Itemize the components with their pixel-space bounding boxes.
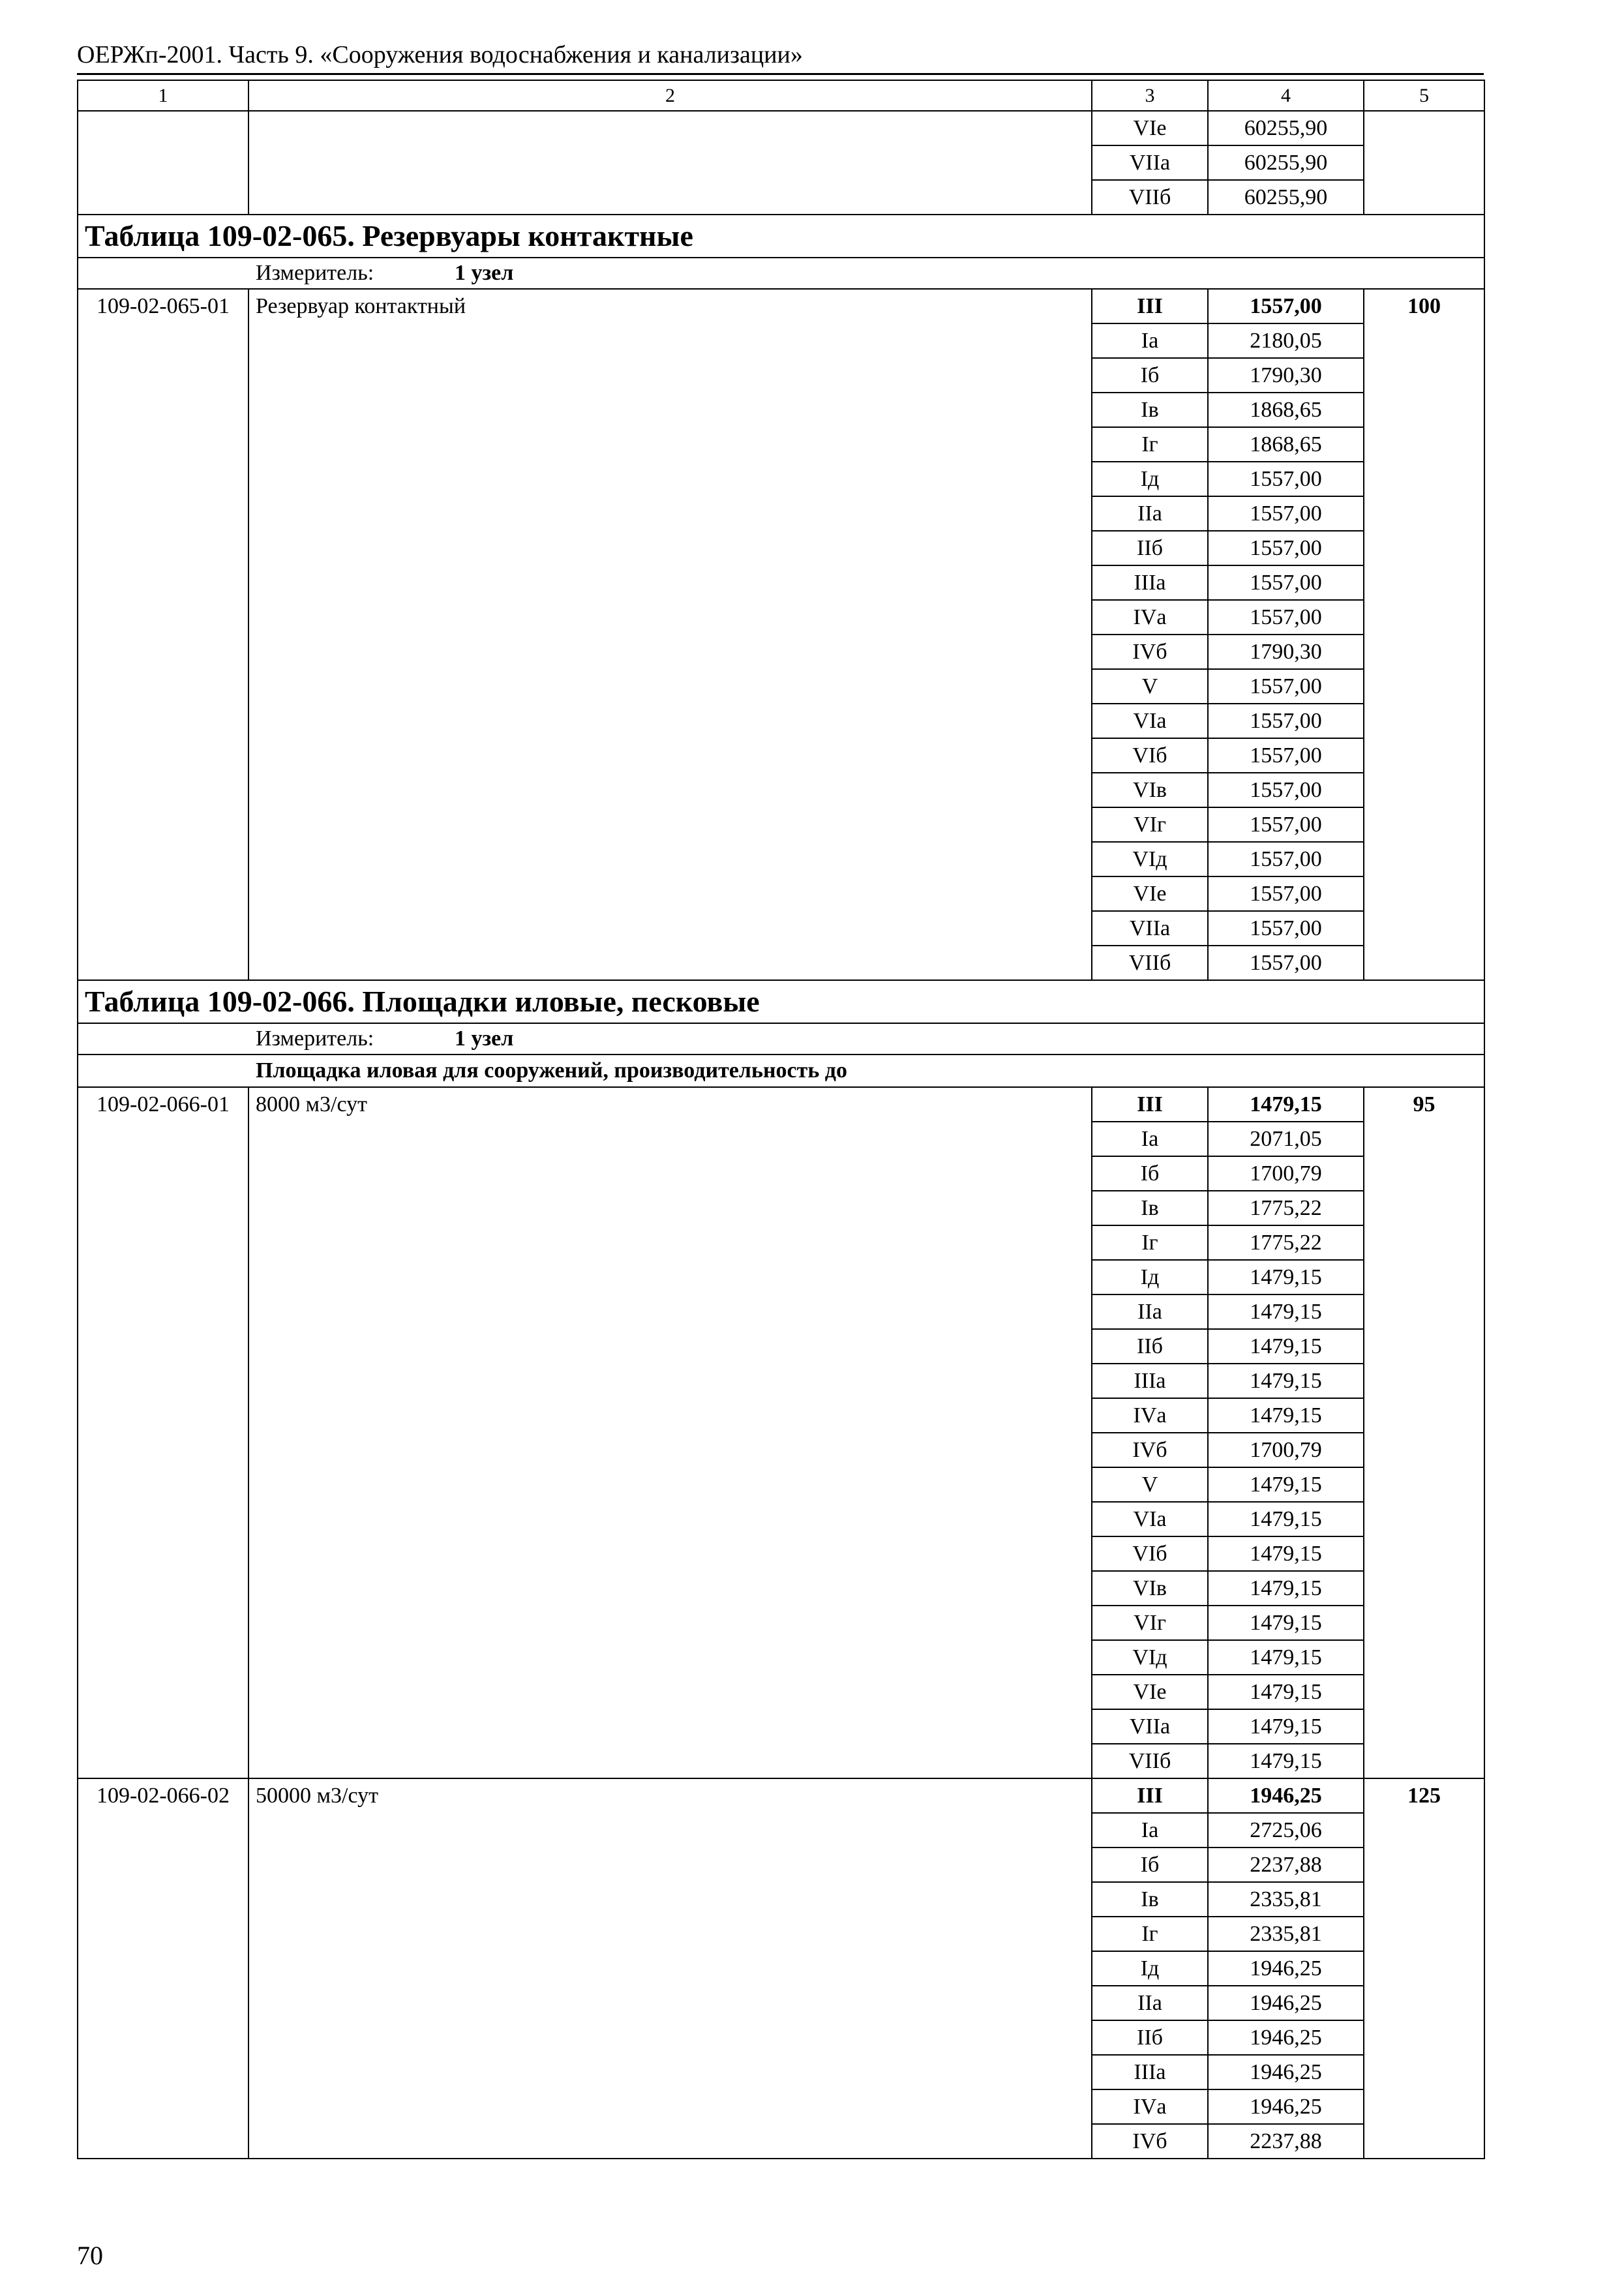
value-cell: 1479,15 bbox=[1208, 1640, 1364, 1675]
item-col5: 125 bbox=[1364, 1778, 1484, 2159]
zone-cell: Iб bbox=[1092, 1848, 1208, 1882]
zone-cell: IVб bbox=[1092, 635, 1208, 669]
zone-cell: IIIа bbox=[1092, 565, 1208, 600]
value-cell: 1946,25 bbox=[1208, 2055, 1364, 2089]
page-header: ОЕРЖп-2001. Часть 9. «Сооружения водоснабжения и канализации» bbox=[77, 41, 803, 68]
value-cell: 1946,25 bbox=[1208, 1951, 1364, 1986]
measure-cell bbox=[78, 258, 1484, 289]
value-cell: 2071,05 bbox=[1208, 1122, 1364, 1156]
value-cell: 1557,00 bbox=[1208, 669, 1364, 704]
column-number-row bbox=[78, 80, 1484, 111]
zone-cell: III bbox=[1092, 289, 1208, 323]
value-cell: 1946,25 bbox=[1208, 2020, 1364, 2055]
header-rule bbox=[77, 73, 1484, 75]
zone-cell: VIг bbox=[1092, 1606, 1208, 1640]
value-cell: 1479,15 bbox=[1208, 1709, 1364, 1744]
zone-cell: IIIа bbox=[1092, 1364, 1208, 1398]
measure-row bbox=[78, 258, 1484, 289]
zone-cell: VIе bbox=[1092, 876, 1208, 911]
value-cell: 1557,00 bbox=[1208, 738, 1364, 773]
zone-cell: Iа bbox=[1092, 323, 1208, 358]
column-number: 3 bbox=[1092, 80, 1208, 111]
zone-cell: IIа bbox=[1092, 496, 1208, 531]
value-cell: 1946,25 bbox=[1208, 2089, 1364, 2124]
column-number: 2 bbox=[248, 80, 1092, 111]
value-cell: 60255,90 bbox=[1208, 145, 1364, 180]
zone-cell: Iб bbox=[1092, 358, 1208, 393]
value-cell: 1479,15 bbox=[1208, 1606, 1364, 1640]
zone-cell: Iг bbox=[1092, 1917, 1208, 1951]
subheading-row bbox=[78, 1055, 1484, 1087]
item-code: 109-02-066-01 bbox=[78, 1087, 248, 1778]
zone-cell: VIIб bbox=[1092, 1744, 1208, 1778]
zone-cell: Iв bbox=[1092, 393, 1208, 427]
zone-cell: Iд bbox=[1092, 1260, 1208, 1294]
zone-cell: III bbox=[1092, 1778, 1208, 1813]
value-cell: 1479,15 bbox=[1208, 1467, 1364, 1502]
value-cell: 1868,65 bbox=[1208, 393, 1364, 427]
zone-cell: Iд bbox=[1092, 462, 1208, 496]
value-cell: 2237,88 bbox=[1208, 1848, 1364, 1882]
col5-cell bbox=[1364, 111, 1484, 215]
zone-cell: Iг bbox=[1092, 1225, 1208, 1260]
item-col5: 100 bbox=[1364, 289, 1484, 980]
value-cell: 2335,81 bbox=[1208, 1917, 1364, 1951]
zone-cell: VIа bbox=[1092, 704, 1208, 738]
zone-cell: VIIа bbox=[1092, 911, 1208, 946]
value-cell: 1479,15 bbox=[1208, 1364, 1364, 1398]
value-cell: 1775,22 bbox=[1208, 1191, 1364, 1225]
value-cell: 1479,15 bbox=[1208, 1571, 1364, 1606]
value-cell: 1479,15 bbox=[1208, 1675, 1364, 1709]
value-cell: 1946,25 bbox=[1208, 1986, 1364, 2020]
zone-cell: VIг bbox=[1092, 807, 1208, 842]
zone-cell: IIа bbox=[1092, 1294, 1208, 1329]
zone-cell: Iд bbox=[1092, 1951, 1208, 1986]
value-cell: 2237,88 bbox=[1208, 2124, 1364, 2159]
zone-cell: VIе bbox=[1092, 1675, 1208, 1709]
zone-cell: VIе bbox=[1092, 111, 1208, 145]
value-cell: 1868,65 bbox=[1208, 427, 1364, 462]
measure-label: Измеритель: bbox=[256, 1026, 374, 1051]
value-cell: 60255,90 bbox=[1208, 111, 1364, 145]
page-number: 70 bbox=[77, 2241, 103, 2270]
value-cell: 1557,00 bbox=[1208, 876, 1364, 911]
value-cell: 2725,06 bbox=[1208, 1813, 1364, 1848]
zone-cell: VIIб bbox=[1092, 946, 1208, 980]
zone-cell: Iв bbox=[1092, 1882, 1208, 1917]
value-cell: 2180,05 bbox=[1208, 323, 1364, 358]
item-col5: 95 bbox=[1364, 1087, 1484, 1778]
zone-cell: IIб bbox=[1092, 531, 1208, 565]
table-row bbox=[78, 1778, 1484, 1813]
column-number: 4 bbox=[1208, 80, 1364, 111]
zone-cell: VIв bbox=[1092, 1571, 1208, 1606]
zone-cell: IIб bbox=[1092, 1329, 1208, 1364]
value-cell: 1479,15 bbox=[1208, 1502, 1364, 1536]
value-cell: 1479,15 bbox=[1208, 1398, 1364, 1433]
zone-cell: IVа bbox=[1092, 600, 1208, 635]
value-cell: 1479,15 bbox=[1208, 1744, 1364, 1778]
zone-cell: Iв bbox=[1092, 1191, 1208, 1225]
value-cell: 1479,15 bbox=[1208, 1087, 1364, 1122]
zone-cell: VIIа bbox=[1092, 145, 1208, 180]
value-cell: 1790,30 bbox=[1208, 358, 1364, 393]
zone-cell: IVа bbox=[1092, 1398, 1208, 1433]
table-title: Таблица 109-02-066. Площадки иловые, песковые bbox=[78, 980, 1484, 1023]
value-cell: 1557,00 bbox=[1208, 773, 1364, 807]
table-title: Таблица 109-02-065. Резервуары контактные bbox=[78, 215, 1484, 258]
value-cell: 1479,15 bbox=[1208, 1294, 1364, 1329]
column-number: 1 bbox=[78, 80, 248, 111]
measure-row bbox=[78, 1023, 1484, 1055]
value-cell: 1557,00 bbox=[1208, 946, 1364, 980]
zone-cell: IVб bbox=[1092, 1433, 1208, 1467]
zone-cell: IIб bbox=[1092, 2020, 1208, 2055]
measure-value: 1 узел bbox=[455, 261, 514, 285]
item-name: 50000 м3/сут bbox=[248, 1778, 1092, 2159]
zone-cell: VIIб bbox=[1092, 180, 1208, 215]
value-cell: 1775,22 bbox=[1208, 1225, 1364, 1260]
value-cell: 60255,90 bbox=[1208, 180, 1364, 215]
zone-cell: Iб bbox=[1092, 1156, 1208, 1191]
item-code: 109-02-066-02 bbox=[78, 1778, 248, 2159]
measure-label: Измеритель: bbox=[256, 261, 374, 285]
zone-cell: VIа bbox=[1092, 1502, 1208, 1536]
table-title-row bbox=[78, 980, 1484, 1023]
zone-cell: VIб bbox=[1092, 1536, 1208, 1571]
measure-cell bbox=[78, 1023, 1484, 1055]
value-cell: 1700,79 bbox=[1208, 1433, 1364, 1467]
zone-cell: VIв bbox=[1092, 773, 1208, 807]
zone-cell: III bbox=[1092, 1087, 1208, 1122]
item-name: 8000 м3/сут bbox=[248, 1087, 1092, 1778]
value-cell: 1479,15 bbox=[1208, 1260, 1364, 1294]
zone-cell: VIIа bbox=[1092, 1709, 1208, 1744]
value-cell: 1557,00 bbox=[1208, 565, 1364, 600]
zone-cell: Iа bbox=[1092, 1122, 1208, 1156]
name-cell bbox=[248, 111, 1092, 215]
zone-cell: VIд bbox=[1092, 842, 1208, 876]
table-row bbox=[78, 1087, 1484, 1122]
table-title-row bbox=[78, 215, 1484, 258]
value-cell: 1557,00 bbox=[1208, 807, 1364, 842]
value-cell: 1557,00 bbox=[1208, 842, 1364, 876]
zone-cell: IVа bbox=[1092, 2089, 1208, 2124]
value-cell: 1700,79 bbox=[1208, 1156, 1364, 1191]
zone-cell: IVб bbox=[1092, 2124, 1208, 2159]
zone-cell: IIIа bbox=[1092, 2055, 1208, 2089]
code-cell bbox=[78, 111, 248, 215]
subheading: Площадка иловая для сооружений, производительность до bbox=[78, 1055, 1484, 1087]
measure-value: 1 узел bbox=[455, 1026, 514, 1051]
column-number: 5 bbox=[1364, 80, 1484, 111]
zone-cell: VIб bbox=[1092, 738, 1208, 773]
value-cell: 1557,00 bbox=[1208, 600, 1364, 635]
rates-table bbox=[77, 80, 1485, 2159]
value-cell: 1479,15 bbox=[1208, 1329, 1364, 1364]
value-cell: 1790,30 bbox=[1208, 635, 1364, 669]
value-cell: 1557,00 bbox=[1208, 496, 1364, 531]
item-name: Резервуар контактный bbox=[248, 289, 1092, 980]
value-cell: 1479,15 bbox=[1208, 1536, 1364, 1571]
value-cell: 1557,00 bbox=[1208, 531, 1364, 565]
zone-cell: VIд bbox=[1092, 1640, 1208, 1675]
value-cell: 1557,00 bbox=[1208, 704, 1364, 738]
table-row bbox=[78, 111, 1484, 145]
value-cell: 1557,00 bbox=[1208, 289, 1364, 323]
zone-cell: IIа bbox=[1092, 1986, 1208, 2020]
value-cell: 1946,25 bbox=[1208, 1778, 1364, 1813]
zone-cell: V bbox=[1092, 669, 1208, 704]
value-cell: 1557,00 bbox=[1208, 462, 1364, 496]
zone-cell: V bbox=[1092, 1467, 1208, 1502]
table-row bbox=[78, 289, 1484, 323]
value-cell: 1557,00 bbox=[1208, 911, 1364, 946]
value-cell: 2335,81 bbox=[1208, 1882, 1364, 1917]
item-code: 109-02-065-01 bbox=[78, 289, 248, 980]
zone-cell: Iа bbox=[1092, 1813, 1208, 1848]
zone-cell: Iг bbox=[1092, 427, 1208, 462]
